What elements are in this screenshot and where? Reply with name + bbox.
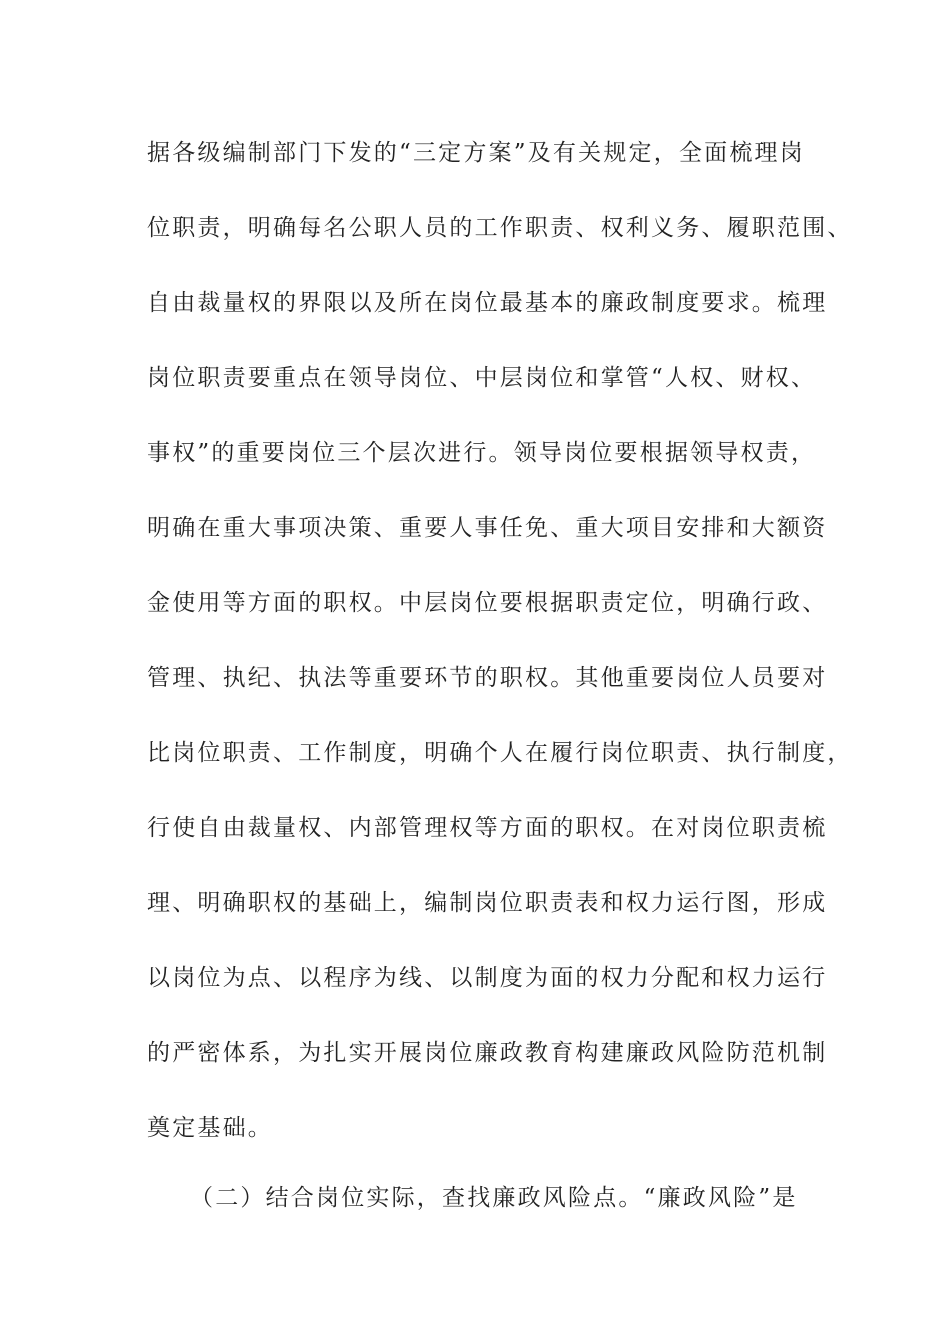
paragraph-line: 事权”的重要岗位三个层次进行。领导岗位要根据领导权责， — [147, 440, 817, 466]
section-heading-line: （二）结合岗位实际，查找廉政风险点。“廉政风险”是 — [190, 1185, 798, 1211]
paragraph-line: 理、明确职权的基础上，编制岗位职责表和权力运行图，形成 — [147, 890, 828, 916]
paragraph-line: 岗位职责要重点在领导岗位、中层岗位和掌管“人权、财权、 — [147, 365, 817, 391]
paragraph-line: 行使自由裁量权、内部管理权等方面的职权。在对岗位职责梳 — [147, 815, 828, 841]
paragraph-line: 的严密体系，为扎实开展岗位廉政教育构建廉政风险防范机制 — [147, 1040, 828, 1066]
paragraph-line: 自由裁量权的界限以及所在岗位最基本的廉政制度要求。梳理 — [147, 290, 828, 316]
paragraph-line: 管理、执纪、执法等重要环节的职权。其他重要岗位人员要对 — [147, 665, 828, 691]
paragraph-line: 明确在重大事项决策、重要人事任免、重大项目安排和大额资 — [147, 515, 828, 541]
paragraph-line: 奠定基础。 — [147, 1115, 273, 1141]
paragraph-line: 据各级编制部门下发的“三定方案”及有关规定，全面梳理岗 — [147, 140, 805, 166]
paragraph-line: 金使用等方面的职权。中层岗位要根据职责定位，明确行政、 — [147, 590, 828, 616]
paragraph-line: 以岗位为点、以程序为线、以制度为面的权力分配和权力运行 — [147, 965, 828, 991]
paragraph-line: 位职责，明确每名公职人员的工作职责、权利义务、履职范围、 — [147, 215, 853, 241]
paragraph-line: 比岗位职责、工作制度，明确个人在履行岗位职责、执行制度， — [147, 740, 853, 766]
